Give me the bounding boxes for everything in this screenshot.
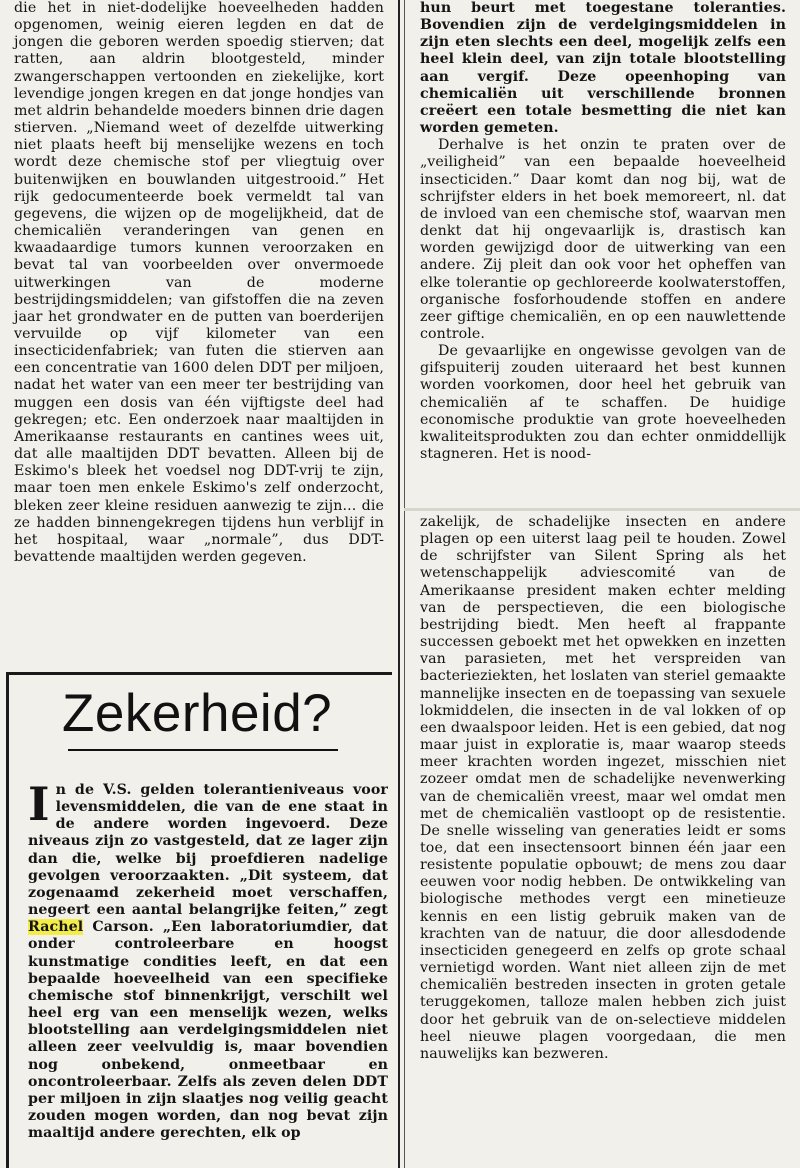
left-paragraph-2 [28,777,388,1142]
heading-underline [68,749,338,751]
right-paragraph-1: hun beurt met toegestane toleranties. Bovendien zijn de verdelgingsmiddelen in zijn eten slechts een deel, mogelijk zelfs een heel klein deel, van zijn totale blootstelling aan vergif. Deze opeenhoping van chemicaliën uit verschillende bronnen creëert een totale besmetting die niet kan worden gemeten. [420,0,786,137]
right-column-top-text [420,0,786,463]
left-column-bottom-text [28,777,388,1142]
highlighted-name: Rachel [28,919,84,936]
right-paragraph-2: Derhalve is het onzin te praten over de „veiligheid” van een bepaalde hoeveelheid insecticiden.” Daar komt dan nog bij, wat de schrijfster elders in het boek memoreert, nl. dat de invloed van een chemische stof, waarvan men denkt dat hij ongevaarlijk is, drastisch kan worden gewijzigd door de uitwerking van een andere. Zij pleit dan ook voor het opheffen van elke tolerantie op gechloreerde koolwaterstoffen, organische fosforhoudende stoffen en andere zeer giftige chemicaliën, en op een nauwlettende controle. [420,137,786,342]
left-paragraph-2-part-b: Carson. „Een laboratoriumdier, dat onder controleerbare en hoogst kunstmatige condities leeft, en dat een bepaalde hoeveelheid van een specifieke chemische stof binnenkrijgt, verschilt wel heel erg van een menselijk wezen, welks blootstelling aan verdelgingsmiddelen niet alleen zeer veelvuldig is, maar bovendien nog onbekend, onmeetbaar en oncontroleerbaar. Zelfs als zeven delen DDT per miljoen in zijn slaatjes nog veilig geacht zouden mogen worden, dan nog bevat zijn maaltijd andere gerechten, elk op [28,919,388,1142]
clipping-seam [404,508,800,511]
right-paragraph-4: zakelijk, de schadelijke insecten en andere plagen op een uiterst laag peil te houden. Zowel de schrijfster van Silent Spring als het wetenschappelijk adviescomité van de Amerikaanse president maken echter melding van de perspectieven, die een biologische bestrijding biedt. Men heeft al frappante successen geboekt met het opwekken en inzetten van parasieten, met het verspreiden van bacterieziekten, het loslaten van steriel gemaakte mannelijke insecten en de toepassing van sexuele lokmiddelen, die insecten in de val lokken of op een dwaalspoor leiden. Het is een gebied, dat nog maar juist in exploratie is, maar waarop steeds meer krachten worden ingezet, misschien niet zozeer omdat men de schadelijke nevenwerking van de chemicaliën vreest, maar wel omdat men met de chemicaliën vastloopt op de resistentie. De snelle wisseling van generaties leidt er soms toe, dat een insectensoort binnen één jaar een resistente populatie opbouwt; de mens zou daar eeuwen voor nodig hebben. De ontwikkeling van biologische methodes vergt een minetieuze kennis en een listig gebruik maken van de krachten van de natuur, die door allesdodende insecticiden genegeerd en zelfs op grote schaal vernietigd worden. Want niet alleen zijn de met chemicaliën bestreden insecten in groten getale teruggekomen, talloze malen hebben zich juist door het gebruik van de on-selectieve middelen heel nieuwe plagen voorgedaan, die men nauwelijks kan bezweren. [420,514,786,1062]
column-rule [398,0,400,1168]
drop-cap: I [28,777,50,831]
right-column-bottom-text [420,514,786,1063]
left-column-top-text [14,0,384,566]
column-rule-inner [404,0,405,1168]
left-paragraph-2-part-a: n de V.S. gelden tolerantieniveaus voor levensmiddelen, die van de ene staat in de andere worden ingevoerd. Deze niveaus zijn zo vastgesteld, dat ze lager zijn dan die, welke bij proefdieren nadelige gevolgen veroorzaakten. „Dit systeem, dat zogenaamd zekerheid moet verschaffen, negeert een aantal belangrijke feiten,” zegt [28,782,388,919]
right-paragraph-3: De gevaarlijke en ongewisse gevolgen van de gifspuiterij zouden uiteraard het best kunnen worden voorkomen, door heel het gebruik van chemicaliën af te schaffen. De huidige economische produktie van grote hoeveelheden kwaliteitsprodukten zou dan echter onmiddellijk stagneren. Het is nood- [420,343,786,463]
section-heading: Zekerheid? [62,684,333,743]
left-paragraph-1: die het in niet-dodelijke hoeveelheden hadden opgenomen, weinig eieren legden en dat de jongen die geboren werden spoedig stierven; dat ratten, aan aldrin blootgesteld, minder zwangerschappen vertoonden en ziekelijke, kort levendige jongen kregen en dat jonge hondjes van met aldrin behandelde moeders binnen drie dagen stierven. „Niemand weet of dezelfde uitwerking niet plaats heeft bij menselijke wezens en toch wordt deze chemische stof per vliegtuig over buitenwijken en bouwlanden uitgestrooid.” Het rijk gedocumenteerde boek vermeldt tal van gegevens, die wijzen op de mogelijkheid, dat de chemicaliën veranderingen van genen en kwaadaardige tumors kunnen veroorzaken en bevat tal van voorbeelden over onvermoede uitwerkingen van de moderne bestrijdingsmiddelen; van gifstoffen die na zeven jaar het grondwater en de putten van boerderijen vervuilde op vijf kilometer van een insecticidenfabriek; van futen die stierven aan een concentratie van 1600 delen DDT per miljoen, nadat het water van een meer ter bestrijding van muggen een dosis van één vijftigste deel had gekregen; etc. Een onderzoek naar maaltijden in Amerikaanse restaurants en cantines wees uit, dat alle maaltijden DDT bevatten. Alleen bij de Eskimo's bleek het voedsel nog DDT-vrij te zijn, maar toen men enkele Eskimo's zelf onderzocht, bleken zeer kleine residuen aanwezig te zijn... die ze hadden binnengekregen tijdens hun verblijf in het hospitaal, waar „normale”, dus DDT-bevattende maaltijden werden gegeven. [14,0,384,565]
